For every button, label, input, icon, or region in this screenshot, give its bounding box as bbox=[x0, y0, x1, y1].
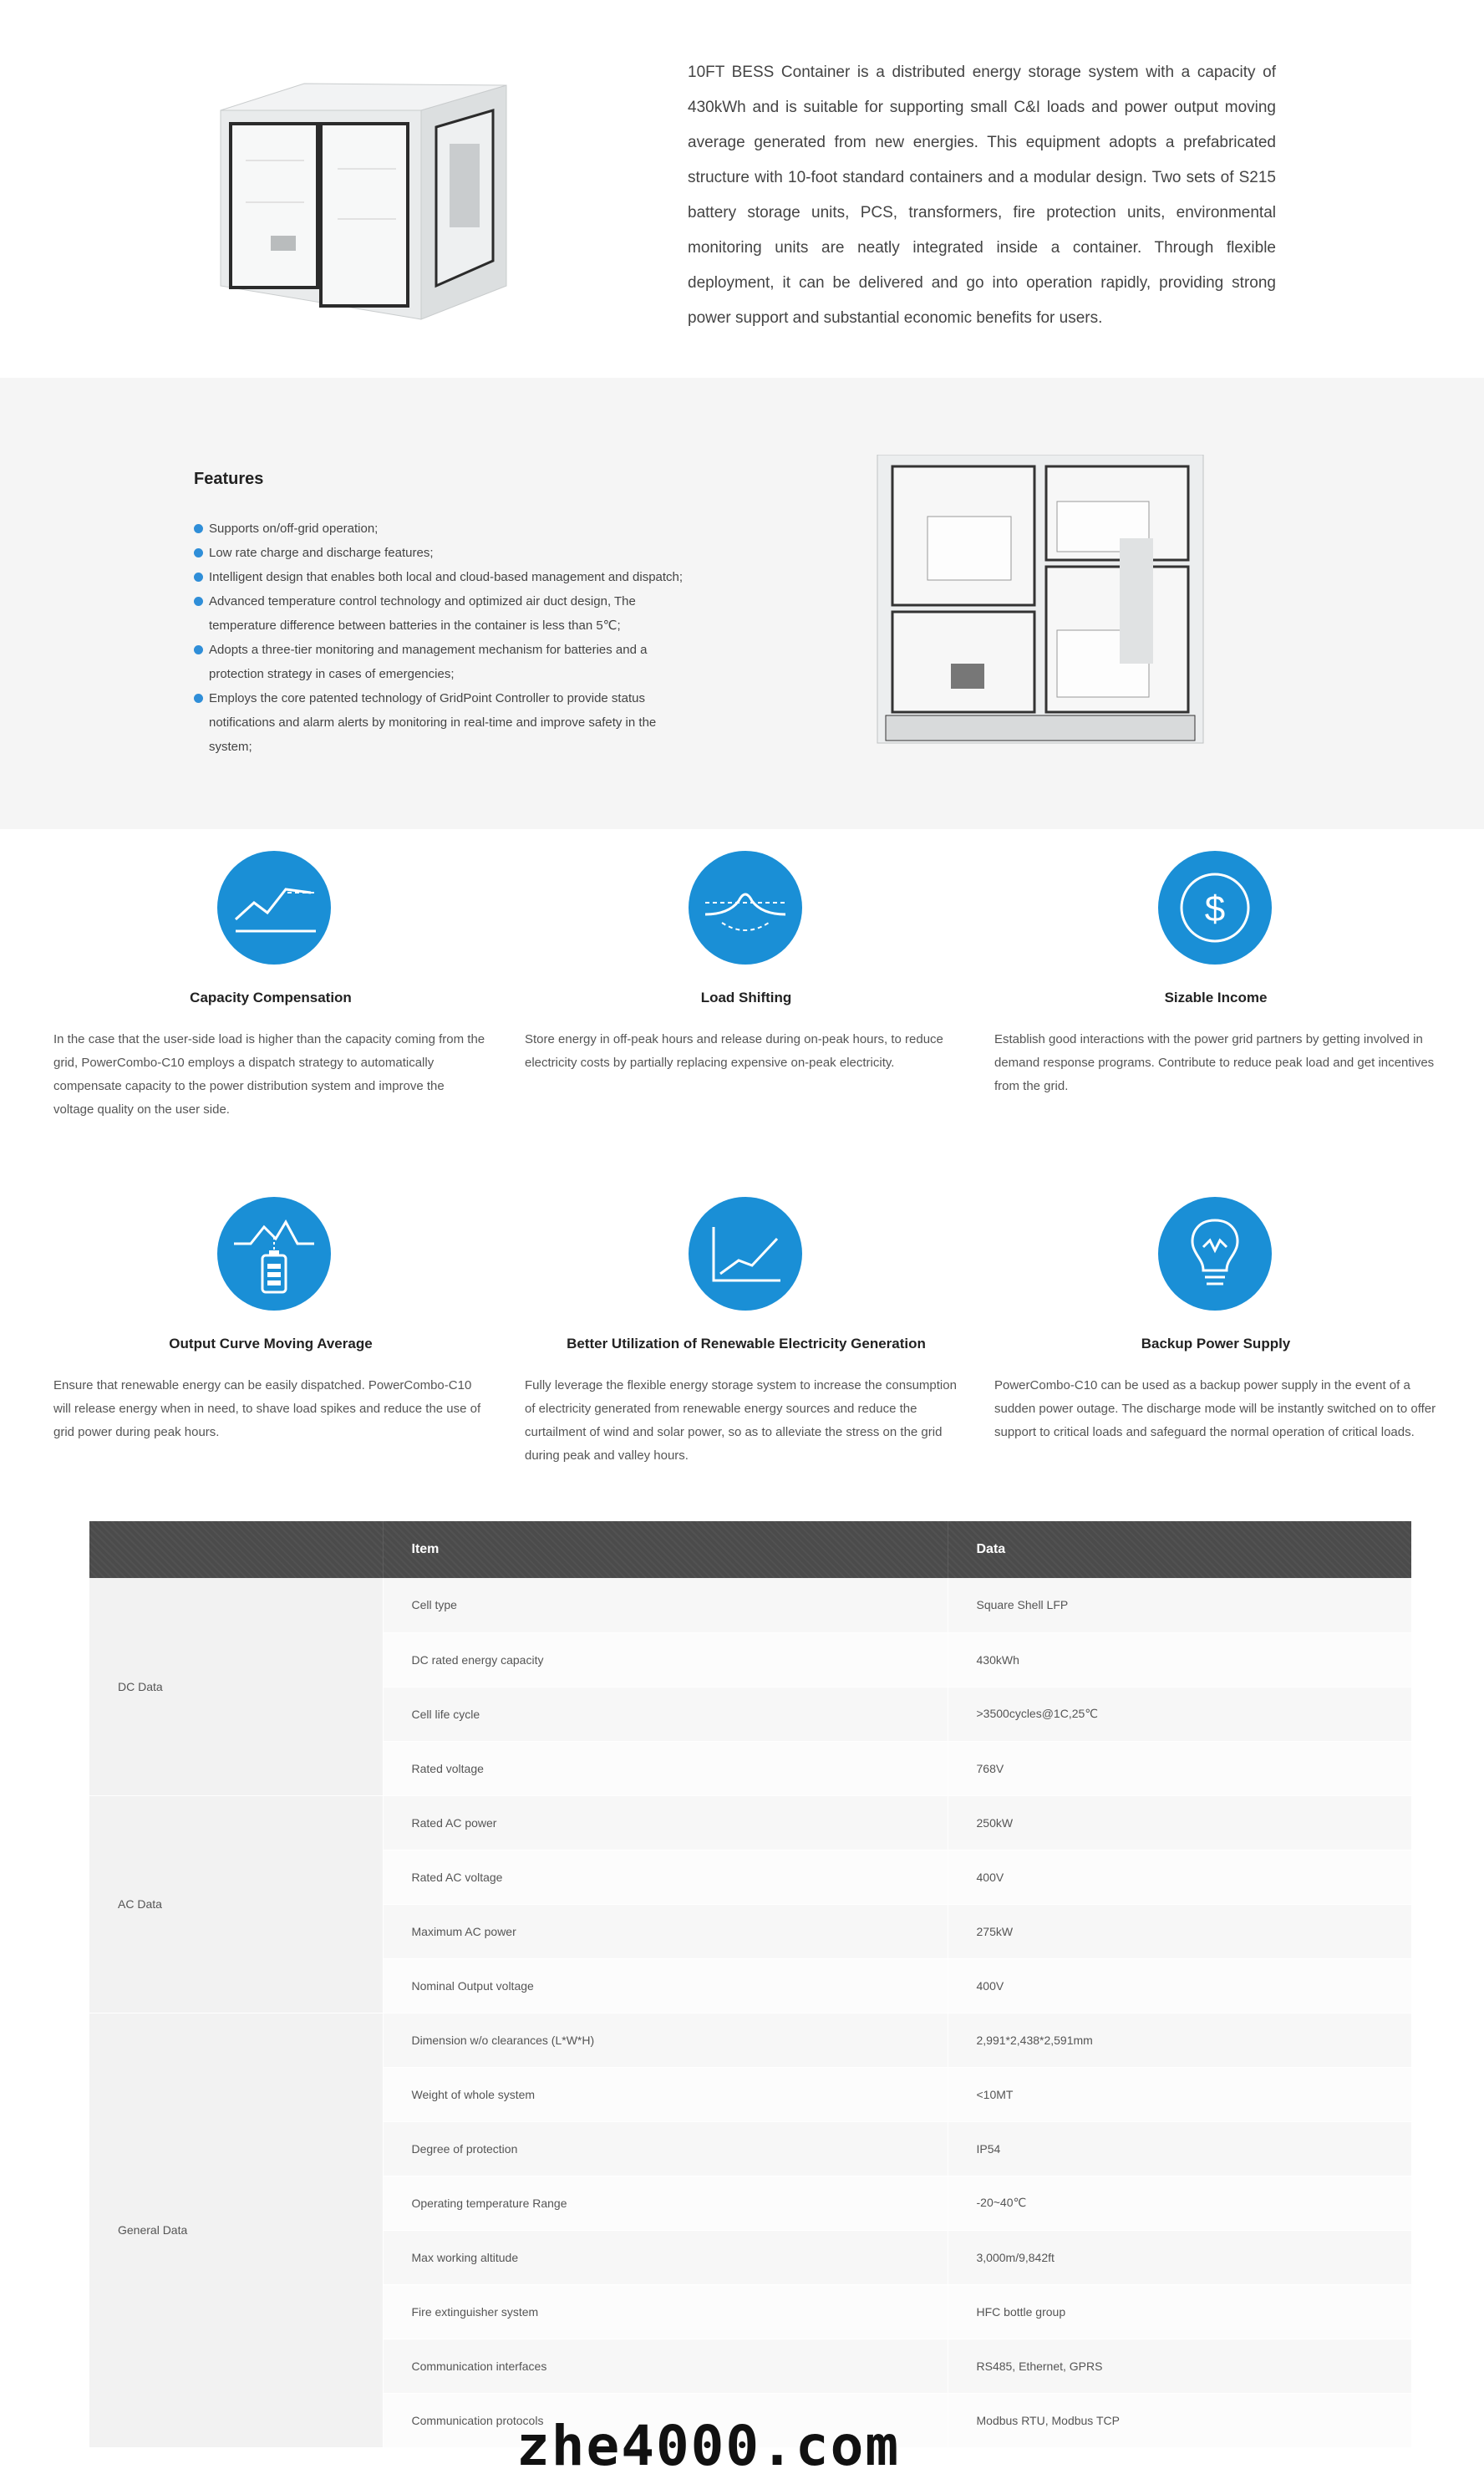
bullet-dot-icon bbox=[194, 694, 203, 703]
svg-text:$: $ bbox=[1204, 888, 1226, 929]
table-row bbox=[89, 2013, 1411, 2067]
value-cell: RS485, Ethernet, GPRS bbox=[948, 2339, 1411, 2393]
feature-item: Adopts a three-tier monitoring and management mechanism for batteries and a protection strategy in cases of emergencies; bbox=[194, 638, 695, 686]
advantage-title: Better Utilization of Renewable Electricity Generation bbox=[567, 1336, 926, 1352]
spec-table bbox=[89, 1521, 1411, 2448]
table-row bbox=[89, 1795, 1411, 1850]
item-cell: Rated AC voltage bbox=[383, 1850, 948, 1904]
table-row bbox=[89, 1578, 1411, 1632]
item-cell: Degree of protection bbox=[383, 2121, 948, 2176]
category-cell: AC Data bbox=[89, 1795, 383, 2013]
advantage-description: Establish good interactions with the power grid partners by getting involved in demand response programs. Contribute to reduce peak load and get incentives from the grid. bbox=[994, 1032, 1435, 1093]
watermark-text: zhe4000.com bbox=[516, 2414, 901, 2469]
value-cell: <10MT bbox=[948, 2067, 1411, 2121]
value-cell: 430kWh bbox=[948, 1632, 1411, 1687]
item-cell: Nominal Output voltage bbox=[383, 1958, 948, 2013]
category-cell: DC Data bbox=[89, 1578, 383, 1795]
item-cell: Fire extinguisher system bbox=[383, 2284, 948, 2339]
feature-item: Supports on/off-grid operation; bbox=[194, 517, 695, 541]
value-cell: >3500cycles@1C,25℃ bbox=[948, 1687, 1411, 1741]
advantage-title: Backup Power Supply bbox=[1141, 1336, 1291, 1352]
item-cell: Operating temperature Range bbox=[383, 2176, 948, 2230]
advantage-description: In the case that the user-side load is higher than the capacity coming from the grid, PowerCombo-C10 employs a dispatch strategy to automatically compensate capacity to the power distribution system and improve the voltage quality on the user side. bbox=[53, 1032, 485, 1117]
category-cell: General Data bbox=[89, 2013, 383, 2447]
dollar-icon bbox=[1158, 851, 1272, 965]
value-cell: Modbus RTU, Modbus TCP bbox=[948, 2393, 1411, 2447]
table-header-item: Item bbox=[383, 1521, 948, 1578]
table-header-category bbox=[89, 1521, 383, 1578]
item-cell: Communication interfaces bbox=[383, 2339, 948, 2393]
item-cell: Rated voltage bbox=[383, 1741, 948, 1795]
value-cell: 2,991*2,438*2,591mm bbox=[948, 2013, 1411, 2067]
advantage-title: Output Curve Moving Average bbox=[169, 1336, 373, 1352]
bullet-dot-icon bbox=[194, 597, 203, 606]
line-graph-icon bbox=[689, 1197, 802, 1311]
value-cell: -20~40℃ bbox=[948, 2176, 1411, 2230]
features-title: Features bbox=[194, 470, 264, 488]
table-header-row bbox=[89, 1521, 1411, 1578]
feature-item: Advanced temperature control technology and optimized air duct design, The temperature difference between batteries in the container is less than 5℃; bbox=[194, 589, 695, 638]
item-cell: Communication protocols bbox=[383, 2393, 948, 2447]
value-cell: IP54 bbox=[948, 2121, 1411, 2176]
feature-item: Employs the core patented technology of GridPoint Controller to provide status notifications and alarm alerts by monitoring in real-time and improve safety in the system; bbox=[194, 686, 695, 759]
features-section bbox=[0, 378, 1484, 829]
item-cell: Weight of whole system bbox=[383, 2067, 948, 2121]
value-cell: 400V bbox=[948, 1958, 1411, 2013]
feature-item: Low rate charge and discharge features; bbox=[194, 541, 695, 565]
value-cell: 3,000m/9,842ft bbox=[948, 2230, 1411, 2284]
lightbulb-icon bbox=[1158, 1197, 1272, 1311]
table-header-data: Data bbox=[948, 1521, 1411, 1578]
advantage-description: Ensure that renewable energy can be easily dispatched. PowerCombo-C10 will release energy when in need, to shave load spikes and reduce the use of grid power during peak hours. bbox=[53, 1378, 481, 1439]
bullet-dot-icon bbox=[194, 524, 203, 533]
advantage-title: Sizable Income bbox=[1164, 990, 1268, 1005]
item-cell: Rated AC power bbox=[383, 1795, 948, 1850]
item-cell: Maximum AC power bbox=[383, 1904, 948, 1958]
value-cell: 768V bbox=[948, 1741, 1411, 1795]
container-exterior-image bbox=[212, 77, 513, 338]
advantage-description: PowerCombo-C10 can be used as a backup power supply in the event of a sudden power outage. The discharge mode will be instantly switched on to offer support to critical loads and safeguard the normal operation of critical loads. bbox=[994, 1378, 1436, 1439]
bullet-dot-icon bbox=[194, 548, 203, 557]
battery-curve-icon bbox=[217, 1197, 331, 1311]
value-cell: HFC bottle group bbox=[948, 2284, 1411, 2339]
value-cell: Square Shell LFP bbox=[948, 1578, 1411, 1632]
item-cell: Cell type bbox=[383, 1578, 948, 1632]
bullet-dot-icon bbox=[194, 573, 203, 582]
value-cell: 250kW bbox=[948, 1795, 1411, 1850]
item-cell: Dimension w/o clearances (L*W*H) bbox=[383, 2013, 948, 2067]
value-cell: 400V bbox=[948, 1850, 1411, 1904]
item-cell: Max working altitude bbox=[383, 2230, 948, 2284]
intro-section bbox=[0, 0, 1484, 378]
intro-description: 10FT BESS Container is a distributed energy storage system with a capacity of 430kWh and is suitable for supporting small C&I loads and power output moving average generated from new energies. This equipment adopts a prefabricated structure with 10-foot standard containers and a modular design. Two sets of S215 battery storage units, PCS, transformers, fire protection units, environmental monitoring units are neatly integrated inside a container. Through flexible deployment, it can be delivered and go into operation rapidly, providing strong power support and substantial economic benefits for users. bbox=[688, 64, 1276, 327]
advantage-description: Fully leverage the flexible energy storage system to increase the consumption of electricity generated from renewable energy sources and reduce the curtailment of wind and solar power, so as to alleviate the stress on the grid during peak and valley hours. bbox=[525, 1378, 957, 1463]
advantage-description: Store energy in off-peak hours and release during on-peak hours, to reduce electricity costs by partially replacing expensive on-peak electricity. bbox=[525, 1032, 943, 1070]
item-cell: Cell life cycle bbox=[383, 1687, 948, 1741]
rising-line-chart-icon bbox=[217, 851, 331, 965]
bullet-dot-icon bbox=[194, 645, 203, 654]
feature-item: Intelligent design that enables both local and cloud-based management and dispatch; bbox=[194, 565, 695, 589]
advantage-title: Load Shifting bbox=[700, 990, 792, 1005]
item-cell: DC rated energy capacity bbox=[383, 1632, 948, 1687]
features-list bbox=[194, 517, 695, 759]
container-interior-image bbox=[869, 455, 1212, 756]
advantage-title: Capacity Compensation bbox=[190, 990, 352, 1005]
load-curve-icon bbox=[689, 851, 802, 965]
value-cell: 275kW bbox=[948, 1904, 1411, 1958]
